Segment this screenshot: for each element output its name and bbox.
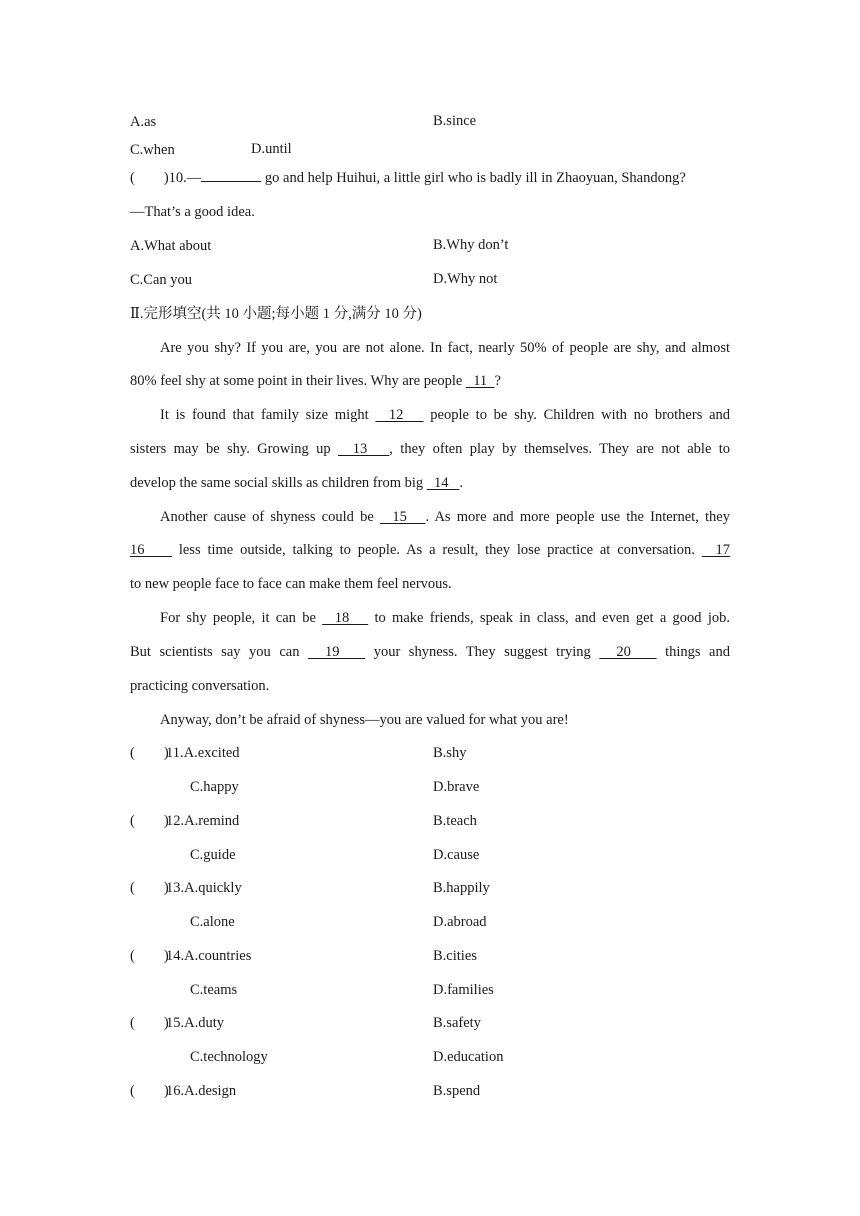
question-row [166,1015,224,1032]
option-c: C.guide [190,847,236,863]
passage-p3-line2 [130,541,730,559]
q10-option-b: B.Why don’t [433,237,509,253]
question-row [166,745,240,762]
text: Another cause of shyness could be [160,509,380,525]
text: things and [656,644,730,660]
passage-p2-line3 [130,474,463,492]
blank-13: 13 [337,441,390,457]
option-c: C.happy [190,779,239,795]
option-b: B.safety [433,1015,481,1031]
passage-p4-line3: practicing conversation. [130,678,270,694]
passage-p2-line1 [160,406,730,424]
question-row [166,813,239,830]
section-title: Ⅱ.完形填空(共 10 小题;每小题 1 分,满分 10 分) [130,306,422,322]
passage-p4-line1 [160,609,730,627]
question-number: 15. [166,1015,185,1031]
q10-stem-rest: go and help Huihui, a little girl who is badly ill in Zhaoyuan, Shandong? [261,170,686,186]
option-d: D.brave [433,779,480,795]
answer-paren: ( ) [130,813,169,829]
blank-12: 12 [375,407,424,423]
passage-p3-line1 [160,508,730,526]
blank-18: 18 [322,610,369,626]
text: 80% feel shy at some point in their lives. Why are people [130,373,466,389]
text: . [459,475,464,491]
blank-15: 15 [379,509,426,525]
q9-option-c: C.when [130,142,175,158]
text: But scientists say you can [130,644,308,660]
text: sisters may be shy. Growing up [130,441,338,457]
passage-p5: Anyway, don’t be afraid of shyness—you are valued for what you are! [160,712,569,728]
question-row [166,948,251,965]
text: For shy people, it can be [160,610,323,626]
text: , they often play by themselves. They are not able to [389,441,731,457]
text: It is found that family size might [160,407,376,423]
passage-p2-line2 [130,440,730,458]
blank-14: 14 [426,475,460,491]
option-a: A.quickly [184,880,242,896]
question-number: 12. [166,813,185,829]
question-row [166,880,242,897]
option-b: B.teach [433,813,477,829]
passage-p1-line1: Are you shy? If you are, you are not alone. In fact, nearly 50% of people are shy, and almost [160,340,730,356]
option-a: A.excited [183,745,240,761]
q10-option-a: A.What about [130,238,212,254]
option-b: B.happily [433,880,490,896]
answer-paren: ( ) [130,1015,169,1031]
question-row [166,1083,236,1100]
option-d: D.cause [433,847,480,863]
option-c: C.teams [190,982,238,998]
text: less time outside, talking to people. As a result, they lose practice at conversation. [171,542,702,558]
option-a: A.duty [184,1015,224,1031]
text: develop the same social skills as children from big [130,475,427,491]
blank-19: 19 [307,644,366,660]
question-number: 16. [166,1083,185,1099]
q9-option-d: D.until [251,141,292,157]
q9-option-b: B.since [433,113,477,129]
question-number: 13. [166,880,185,896]
option-c: C.alone [190,914,235,930]
passage-p4-line2 [130,643,730,661]
option-b: B.spend [433,1083,481,1099]
option-a: A.remind [184,813,240,829]
option-b: B.cities [433,948,477,964]
question-number: 11. [166,745,184,761]
blank-20: 20 [599,644,657,660]
answer-paren: ( ) [130,745,169,761]
option-c: C.technology [190,1049,268,1065]
text: . As more and more people use the Internet, they [425,509,730,525]
answer-paren: ( ) [130,880,169,896]
blank-11: 11 [465,373,495,389]
option-b: B.shy [433,745,467,761]
q10-stem [130,169,686,187]
blank-17: 17 [701,542,731,558]
text: ? [494,373,501,389]
option-d: D.abroad [433,914,487,930]
option-d: D.families [433,982,494,998]
passage-p3-line3: to new people face to face can make them feel nervous. [130,576,452,592]
option-d: D.education [433,1049,504,1065]
blank-16: 16 [130,542,172,558]
option-a: A.design [184,1083,237,1099]
q10-blank [201,169,261,182]
q10-paren: ( )10.— [130,170,202,186]
q10-reply: —That’s a good idea. [130,204,255,220]
text: people to be shy. Children with no brothers and [423,407,731,423]
question-number: 14. [166,948,185,964]
q10-option-d: D.Why not [433,271,498,287]
answer-paren: ( ) [130,1083,169,1099]
answer-paren: ( ) [130,948,169,964]
q10-option-c: C.Can you [130,272,193,288]
text: your shyness. They suggest trying [365,644,600,660]
q9-option-a: A.as [130,114,157,130]
passage-p1-line2 [130,372,501,390]
option-a: A.countries [184,948,252,964]
text: to make friends, speak in class, and even get a good job. [368,610,731,626]
